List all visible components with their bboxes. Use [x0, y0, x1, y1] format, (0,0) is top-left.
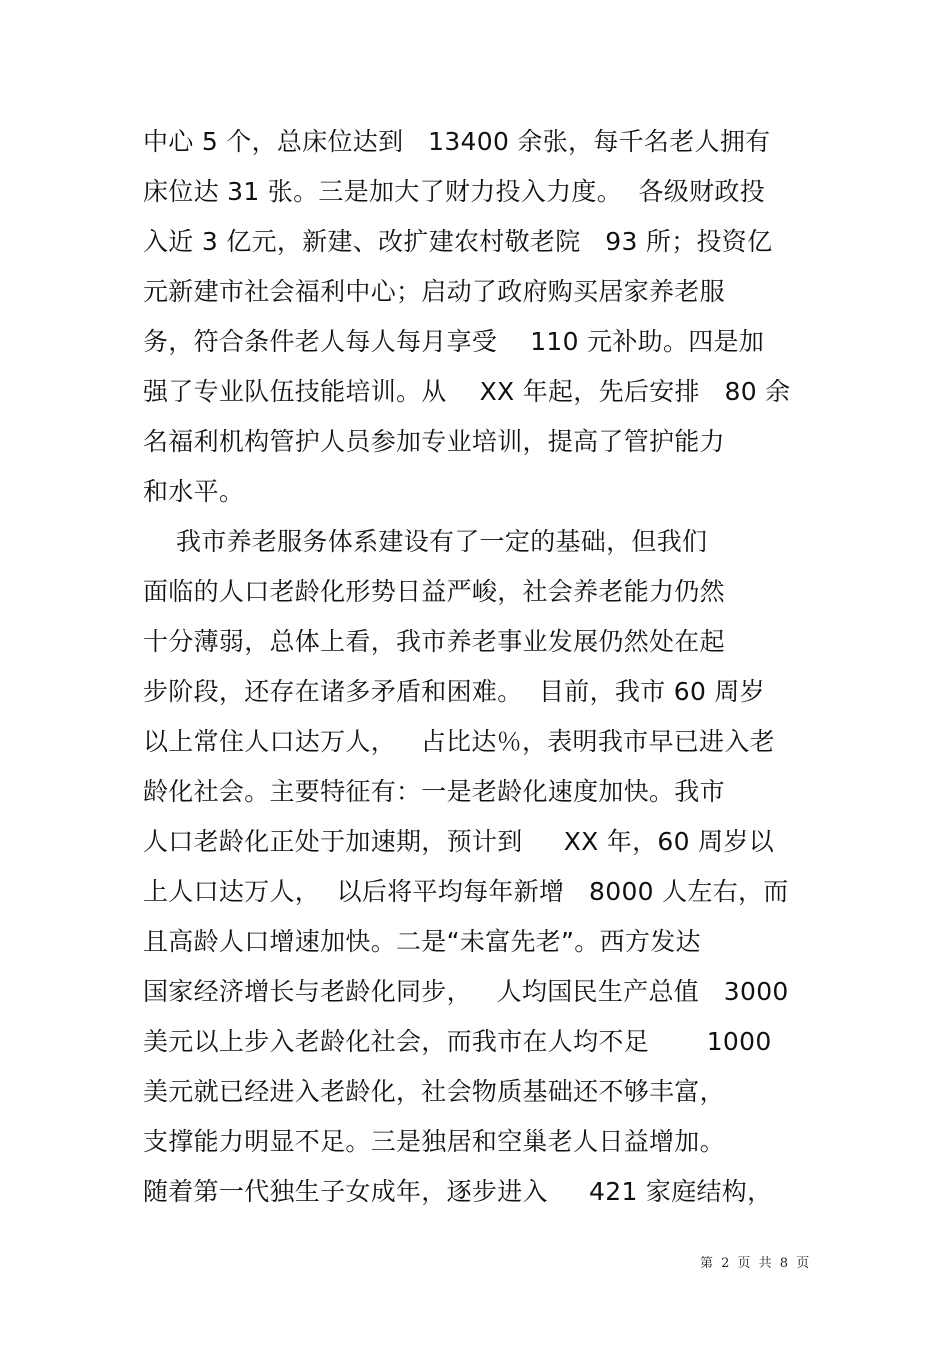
text-line: 美元以上步入老龄化社会，而我市在人均不足 1000 [143, 1027, 772, 1056]
text-line: 元新建市社会福利中心；启动了政府购买居家养老服 [143, 277, 725, 306]
page-number-footer: 第 2 页 共 8 页 [700, 1256, 812, 1271]
text-line: 龄化社会。主要特征有：一是老龄化速度加快。我市 [143, 777, 725, 806]
text-line: 务，符合条件老人每人每月享受 110 元补助。四是加 [143, 327, 765, 356]
text-line: 强了专业队伍技能培训。从 XX 年起，先后安排 80 余 [143, 377, 791, 406]
text-line: 名福利机构管护人员参加专业培训，提高了管护能力 [143, 427, 725, 456]
text-line: 国家经济增长与老龄化同步， 人均国民生产总值 3000 [143, 977, 789, 1006]
text-line: 且高龄人口增速加快。二是“未富先老”。西方发达 [143, 927, 701, 956]
text-line: 人口老龄化正处于加速期，预计到 XX 年，60 周岁以 [143, 827, 774, 856]
text-line: 十分薄弱，总体上看，我市养老事业发展仍然处在起 [143, 627, 725, 656]
text-line: 步阶段，还存在诸多矛盾和困难。 目前，我市 60 周岁 [143, 677, 766, 706]
text-line: 和水平。 [143, 477, 245, 506]
text-line: 以上常住人口达万人， 占比达％，表明我市早已进入老 [143, 727, 775, 756]
text-line: 我市养老服务体系建设有了一定的基础，但我们 [143, 527, 708, 556]
text-line: 随着第一代独生子女成年，逐步进入 421 家庭结构， [143, 1177, 773, 1206]
text-line: 支撑能力明显不足。三是独居和空巢老人日益增加。 [143, 1127, 725, 1156]
text-line: 中心 5 个，总床位达到 13400 余张，每千名老人拥有 [143, 127, 771, 156]
text-line: 面临的人口老龄化形势日益严峻，社会养老能力仍然 [143, 577, 725, 606]
text-line: 美元就已经进入老龄化，社会物质基础还不够丰富， [143, 1077, 725, 1106]
text-line: 上人口达万人， 以后将平均每年新增 8000 人左右，而 [143, 877, 789, 906]
text-line: 床位达 31 张。三是加大了财力投入力度。 各级财政投 [143, 177, 766, 206]
text-line: 入近 3 亿元，新建、改扩建农村敬老院 93 所；投资亿 [143, 227, 773, 256]
